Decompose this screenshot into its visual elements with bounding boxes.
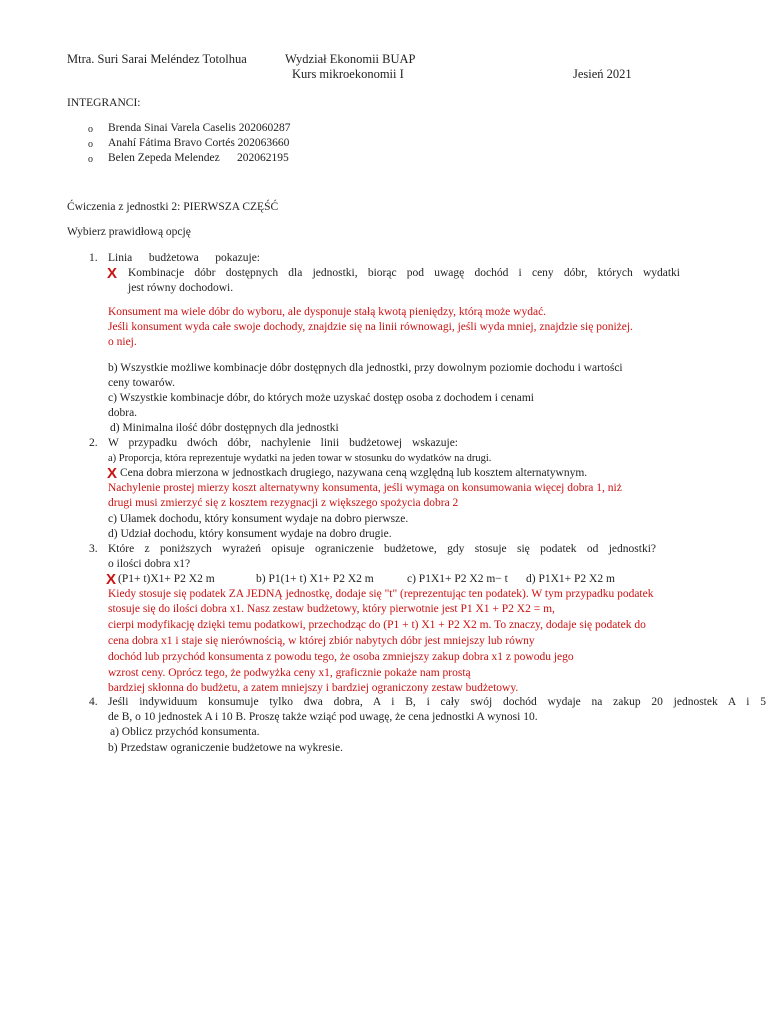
q2-explanation-line2: drugi musi zmierzyć się z kosztem rezygnacji z większego spożycia dobra 2 — [108, 497, 459, 509]
section-title: Ćwiczenia z jednostki 2: PIERWSZA CZĘŚĆ — [67, 201, 279, 213]
term-label: Jesień 2021 — [573, 67, 632, 81]
q3-stem-line1: Które z poniższych wyrażeń opisuje ograniczenie budżetowe, gdy stosuje się podatek od jednostki? — [108, 543, 656, 555]
team-member: Brenda Sinai Varela Caselis 202060287 — [108, 122, 291, 134]
q1-explanation-line2: Jeśli konsument wyda całe swoje dochody, znajdzie się na linii równowagi, jeśli wyda mniej, znajdzie się poniżej. — [108, 321, 633, 333]
q3-option-b: b) P1(1+ t) X1+ P2 X2 m — [256, 573, 374, 585]
q3-explanation-line: cierpi modyfikację dzięki temu podatkowi, przechodząc do (P1 + t) X1 + P2 X2 m. To znaczy, dodaje się podatek do — [108, 619, 646, 631]
author-name: Mtra. Suri Sarai Meléndez Totolhua — [67, 52, 247, 66]
q2-explanation-line1: Nachylenie prostej mierzy koszt alternatywny konsumenta, jeśli wymaga on konsumowania więcej dobra 1, niż — [108, 482, 622, 494]
q1-option-c-line1: c) Wszystkie kombinacje dóbr, do których może uzyskać dostęp osoba z dochodem i cenami — [108, 392, 534, 404]
q2-option-c: c) Ułamek dochodu, który konsument wydaje na dobro pierwsze. — [108, 513, 409, 525]
q3-explanation-line: Kiedy stosuje się podatek ZA JEDNĄ jednostkę, dodaje się "t" (reprezentując ten podatek). W tym przypadku podatek — [108, 588, 654, 600]
q4-number: 4. — [89, 696, 98, 708]
q1-option-b-line2: ceny towarów. — [108, 377, 175, 389]
q3-explanation-line: stosuje się do ilości dobra x1. Nasz zestaw budżetowy, który pierwotnie jest P1 X1 + P2 X2 = m, — [108, 603, 555, 615]
q2-option-d: d) Udział dochodu, który konsument wydaje na dobro drugie. — [108, 528, 392, 540]
bullet-icon: o — [88, 139, 93, 150]
q3-explanation-line: dochód lub przychód konsumenta z powodu tego, że osoba zmniejszy zakup dobra x1 z powodu jego — [108, 651, 574, 663]
q2-option-a: a) Proporcja, która reprezentuje wydatki na jeden towar w stosunku do wydatków na drugi. — [108, 453, 492, 464]
q1-explanation-line3: o niej. — [108, 336, 137, 348]
q1-option-a-line1: Kombinacje dóbr dostępnych dla jednostki, biorąc pod uwagę dochód i ceny dóbr, których wydatki — [128, 267, 680, 279]
q1-stem: Linia budżetowa pokazuje: — [108, 252, 260, 264]
q3-option-c: c) P1X1+ P2 X2 m− t — [407, 573, 508, 585]
bullet-icon: o — [88, 154, 93, 165]
answer-mark-icon: X — [107, 465, 118, 482]
course-name: Kurs mikroekonomii I — [292, 67, 404, 81]
q1-option-b-line1: b) Wszystkie możliwe kombinacje dóbr dostępnych dla jednostki, przy dowolnym poziomie dochodu i wartości — [108, 362, 623, 374]
q1-explanation-line1: Konsument ma wiele dóbr do wyboru, ale dysponuje stałą kwotą pieniędzy, którą może wydać. — [108, 306, 547, 318]
instruction: Wybierz prawidłową opcję — [67, 226, 191, 238]
q2-number: 2. — [89, 437, 98, 449]
q3-option-a: (P1+ t)X1+ P2 X2 m — [118, 573, 215, 585]
q3-option-d: d) P1X1+ P2 X2 m — [526, 573, 615, 585]
team-label: INTEGRANCI: — [67, 97, 141, 109]
q3-explanation-line: wzrost ceny. Oprócz tego, że podwyżka ceny x1, graficznie pokaże nam prostą — [108, 667, 471, 679]
q4-stem-line1: Jeśli indywiduum konsumuje tylko dwa dobra, A i B, i cały swój dochód wydaje na zakup 20 jednostek A i 5 — [108, 696, 766, 708]
faculty-name: Wydział Ekonomii BUAP — [285, 52, 416, 66]
q1-option-d: d) Minimalna ilość dóbr dostępnych dla jednostki — [110, 422, 339, 434]
answer-mark-icon: X — [107, 265, 118, 282]
q4-task-a: a) Oblicz przychód konsumenta. — [110, 726, 260, 738]
q1-option-a-line2: jest równy dochodowi. — [128, 282, 234, 294]
q4-stem-line2: de B, o 10 jednostek A i 10 B. Proszę także wziąć pod uwagę, że cena jednostki A wynosi 10. — [108, 711, 538, 723]
q3-explanation-line: bardziej skłonna do budżetu, a zatem mniejszy i bardziej ograniczony zestaw budżetowy. — [108, 682, 519, 694]
q2-option-b: Cena dobra mierzona w jednostkach drugiego, nazywana ceną względną lub kosztem alternatywnym. — [120, 467, 588, 479]
q2-stem: W przypadku dwóch dóbr, nachylenie linii budżetowej wskazuje: — [108, 437, 458, 449]
team-member: Anahí Fátima Bravo Cortés 202063660 — [108, 137, 290, 149]
q1-number: 1. — [89, 252, 98, 264]
q4-task-b: b) Przedstaw ograniczenie budżetowe na wykresie. — [108, 742, 344, 754]
q3-stem-line2: o ilości dobra x1? — [108, 558, 191, 570]
team-member-id: 202062195 — [237, 152, 289, 164]
q3-explanation-line: cena dobra x1 i staje się nierównością, w której zbiór nabytych dóbr jest mniejszy lub równy — [108, 635, 535, 647]
team-member: Belen Zepeda Melendez — [108, 152, 220, 164]
q1-option-c-line2: dobra. — [108, 407, 138, 419]
answer-mark-icon: X — [106, 571, 117, 588]
bullet-icon: o — [88, 124, 93, 135]
q3-number: 3. — [89, 543, 98, 555]
